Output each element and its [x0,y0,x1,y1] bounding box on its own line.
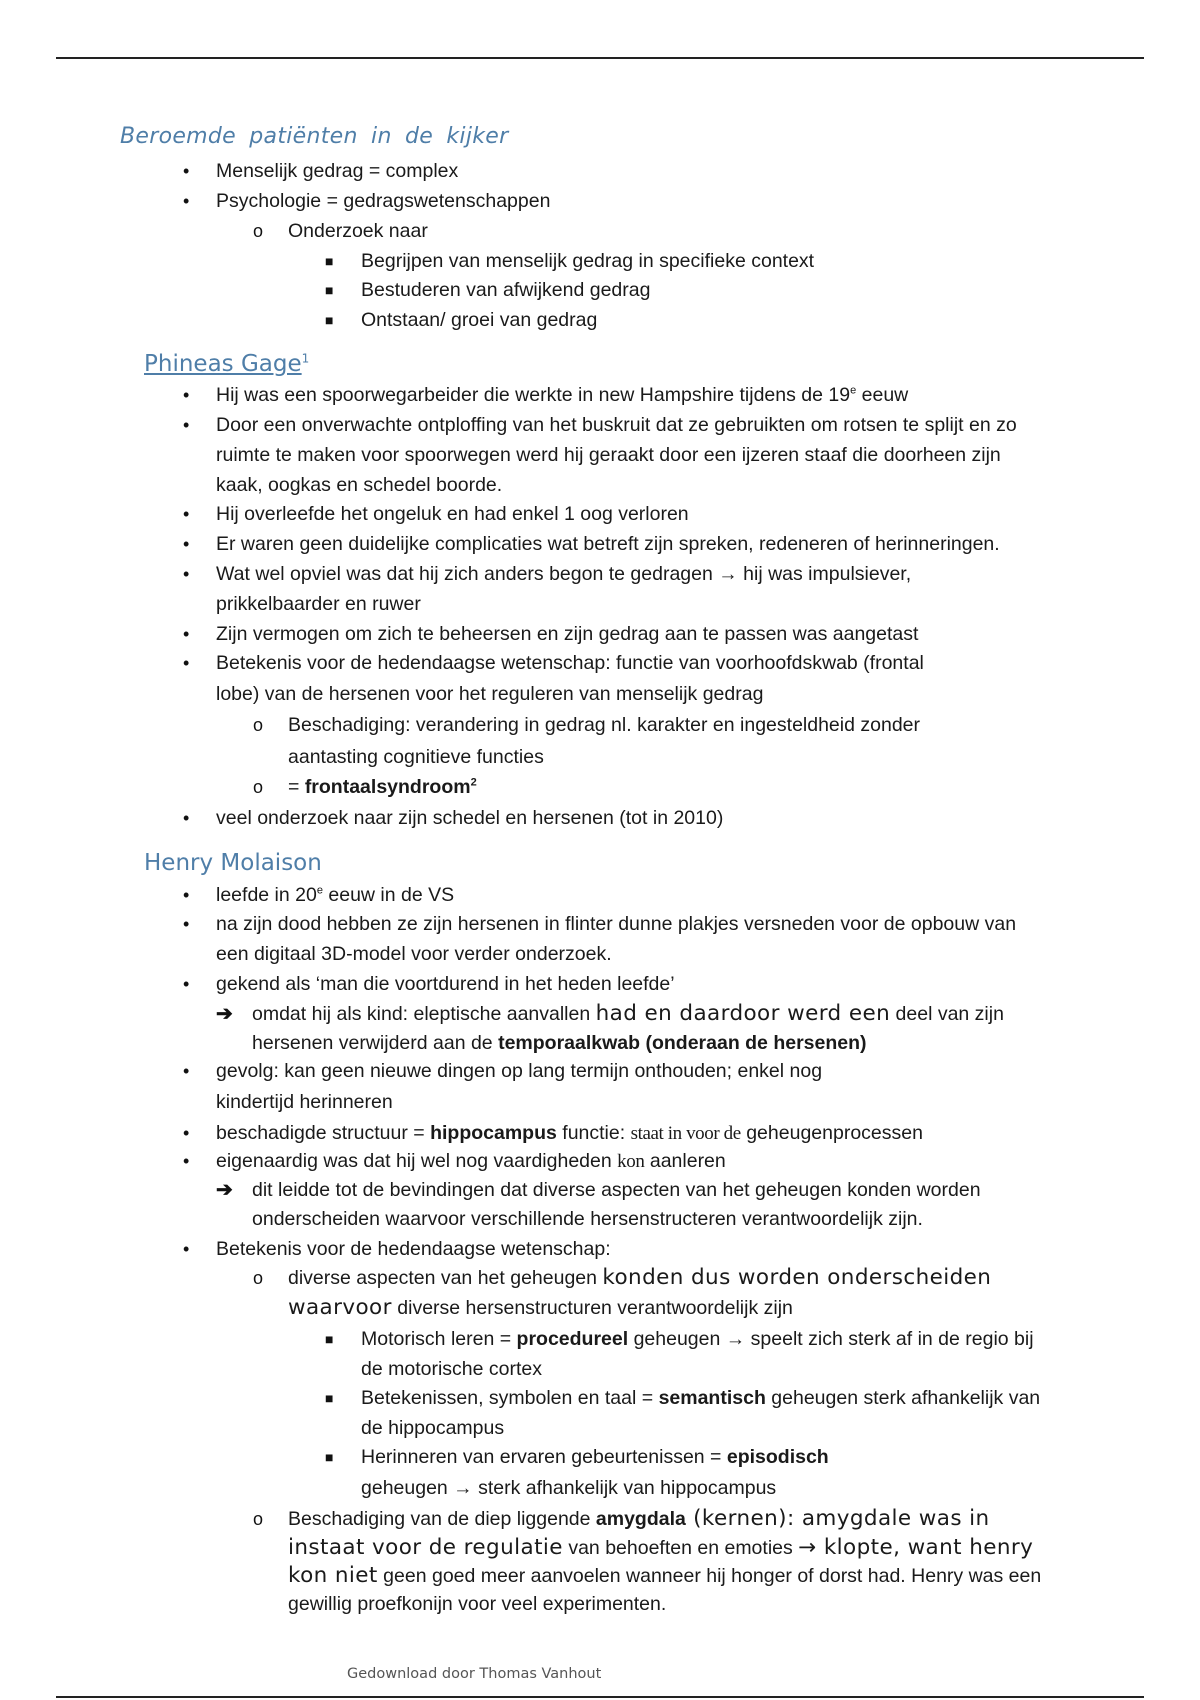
list-item: na zijn dood hebben ze zijn hersenen in flinter dunne plakjes versneden voor de opbouw van [216,913,1017,935]
bullet-dot-icon: • [183,1061,190,1081]
list-item: Hij was een spoorwegarbeider die werkte in new Hampshire tijdens de 19e eeuw [216,384,909,406]
list-item: Zijn vermogen om zich te beheersen en zijn gedrag aan te passen was aangetast [216,623,919,645]
square-bullet-icon: ■ [325,253,334,269]
list-item-cont: kindertijd herinneren [216,1091,393,1113]
list-item-cont: gewillig proefkonijn voor veel experimenten. [288,1593,667,1615]
list-item: Ontstaan/ groei van gedrag [361,309,598,331]
list-item-cont: kaak, oogkas en schedel boorde. [216,474,503,496]
list-item: leefde in 20e eeuw in de VS [216,884,455,906]
list-item: Hij overleefde het ongeluk en had enkel 1 oog verloren [216,503,689,525]
list-item: Betekenissen, symbolen en taal = semantisch geheugen sterk afhankelijk van [361,1387,1041,1409]
list-item-cont: kon niet geen goed meer aanvoelen wanneer hij honger of dorst had. Henry was een [288,1563,1042,1588]
bullet-dot-icon: • [183,808,190,828]
bullet-dot-icon: • [183,534,190,554]
circle-o-icon: o [253,1268,264,1288]
bullet-dot-icon: • [183,914,190,934]
bullet-dot-icon: • [183,415,190,435]
bullet-dot-icon: • [183,974,190,994]
bullet-dot-icon: • [183,191,190,211]
list-item: diverse aspecten van het geheugen konden dus worden onderscheiden [288,1265,992,1290]
footnote-ref[interactable]: 1 [301,351,310,366]
list-item: Menselijk gedrag = complex [216,160,459,182]
list-item: = frontaalsyndroom$^2$ [288,776,477,798]
list-item: Begrijpen van menselijk gedrag in specifieke context [361,250,815,272]
list-item: Door een onverwachte ontploffing van het buskruit dat ze gebruikten om rotsen te splijt en zo [216,414,1017,436]
bullet-dot-icon: • [183,1151,190,1171]
bullet-dot-icon: • [183,653,190,673]
list-item: gevolg: kan geen nieuwe dingen op lang termijn onthouden; enkel nog [216,1060,823,1082]
square-bullet-icon: ■ [325,312,334,328]
list-item: dit leidde tot de bevindingen dat diverse aspecten van het geheugen konden worden [252,1179,981,1201]
square-bullet-icon: ■ [325,1449,334,1465]
list-item: Betekenis voor de hedendaagse wetenschap: [216,1238,611,1260]
section-heading-famous-patients: Beroemde patiënten in de kijker [120,124,509,149]
bullet-dot-icon: • [183,624,190,644]
list-item: eigenaardig was dat hij wel nog vaardigheden kon aanleren [216,1150,726,1172]
bullet-dot-icon: • [183,885,190,905]
download-footer: Gedownload door Thomas Vanhout [347,1666,602,1682]
list-item-cont: geheugen → sterk afhankelijk van hippocampus [361,1477,777,1499]
right-arrow-icon: ➔ [216,1179,233,1201]
square-bullet-icon: ■ [325,1390,334,1406]
bottom-rule [56,1696,1144,1698]
list-item: veel onderzoek naar zijn schedel en hersenen (tot in 2010) [216,807,724,829]
circle-o-icon: o [253,1509,264,1529]
list-item-cont: een digitaal 3D-model voor verder onderzoek. [216,943,612,965]
list-item: Psychologie = gedragswetenschappen [216,190,551,212]
list-item-cont: de hippocampus [361,1417,505,1439]
phineas-title[interactable]: Phineas Gage [144,351,302,377]
list-item-cont: waarvoor diverse hersenstructuren verantwoordelijk zijn [288,1295,793,1320]
list-item: Er waren geen duidelijke complicaties wat betreft zijn spreken, redeneren of herinneringen. [216,533,1000,555]
bullet-dot-icon: • [183,1239,190,1259]
list-item: Betekenis voor de hedendaagse wetenschap: functie van voorhoofdskwab (frontal [216,652,924,674]
right-arrow-icon: ➔ [216,1003,233,1025]
list-item-cont: hersenen verwijderd aan de temporaalkwab (onderaan de hersenen) [252,1032,867,1054]
list-item: Beschadiging van de diep liggende amygdala (kernen): amygdale was in [288,1506,990,1531]
bullet-dot-icon: • [183,564,190,584]
circle-o-icon: o [253,221,264,241]
square-bullet-icon: ■ [325,282,334,298]
section-heading-henry-molaison: Henry Molaison [144,850,322,876]
list-item: Wat wel opviel was dat hij zich anders begon te gedragen → hij was impulsiever, [216,563,912,585]
list-item-cont: ruimte te maken voor spoorwegen werd hij geraakt door een ijzeren staaf die doorheen zijn [216,444,1001,466]
list-item-cont: de motorische cortex [361,1358,542,1380]
top-rule [56,57,1144,59]
bullet-dot-icon: • [183,385,190,405]
list-item: Bestuderen van afwijkend gedrag [361,279,651,301]
list-item-cont: lobe) van de hersenen voor het reguleren van menselijk gedrag [216,683,764,705]
list-item: Beschadiging: verandering in gedrag nl. karakter en ingesteldheid zonder [288,714,920,736]
list-item: gekend als ‘man die voortdurend in het heden leefde’ [216,973,675,995]
list-item: Onderzoek naar [288,220,428,242]
list-item-cont: onderscheiden waarvoor verschillende hersenstructeren verantwoordelijk zijn. [252,1208,923,1230]
circle-o-icon: o [253,715,264,735]
list-item-cont: aantasting cognitieve functies [288,746,544,768]
list-item-cont: prikkelbaarder en ruwer [216,593,421,615]
bullet-dot-icon: • [183,1123,190,1143]
list-item: beschadigde structuur = hippocampus functie: staat in voor de geheugenprocessen [216,1122,923,1144]
circle-o-icon: o [253,777,264,797]
list-item: Motorisch leren = procedureel geheugen → speelt zich sterk af in de regio bij [361,1328,1034,1350]
list-item: omdat hij als kind: eleptische aanvallen had en daardoor werd een deel van zijn [252,1001,1004,1026]
bullet-dot-icon: • [183,161,190,181]
section-heading-phineas-gage [144,351,309,377]
square-bullet-icon: ■ [325,1331,334,1347]
list-item-cont: instaat voor de regulatie van behoeften en emoties → klopte, want henry [288,1535,1034,1560]
bullet-dot-icon: • [183,504,190,524]
list-item: Herinneren van ervaren gebeurtenissen = episodisch [361,1446,829,1468]
